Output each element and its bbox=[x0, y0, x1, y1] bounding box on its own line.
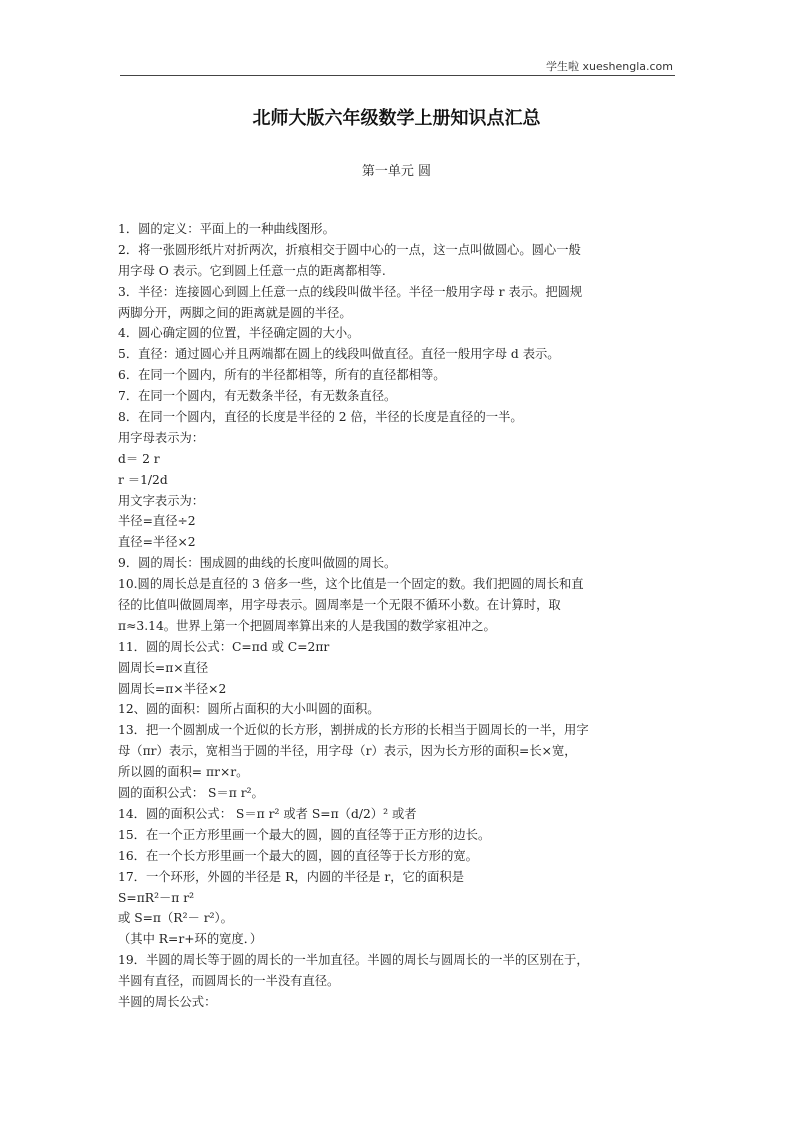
text-line: 14．圆的面积公式： S＝π r² 或者 S=π（d/2）² 或者 bbox=[118, 806, 417, 821]
text-line: 圆的面积公式： S＝π r²。 bbox=[118, 786, 264, 801]
text-line: 5．直径：通过圆心并且两端都在圆上的线段叫做直径。直径一般用字母 d 表示。 bbox=[118, 347, 560, 362]
text-line: 用字母表示为： bbox=[118, 430, 205, 445]
text-line: 3．半径：连接圆心到圆上任意一点的线段叫做半径。半径一般用字母 r 表示。把圆规 bbox=[118, 284, 583, 299]
text-line: 15．在一个正方形里画一个最大的圆，圆的直径等于正方形的边长。 bbox=[118, 827, 491, 842]
text-line: 16．在一个长方形里画一个最大的圆，圆的直径等于长方形的宽。 bbox=[118, 848, 478, 863]
text-line: 2．将一张圆形纸片对折两次，折痕相交于圆中心的一点，这一点叫做圆心。圆心一般 bbox=[118, 242, 581, 257]
text-line: 直径=半径×2 bbox=[118, 535, 196, 550]
text-line: 17．一个环形，外圆的半径是 R，内圆的半径是 r，它的面积是 bbox=[118, 869, 465, 884]
text-line: 径的比值叫做圆周率，用字母表示。圆周率是一个无限不循环小数。在计算时，取 bbox=[118, 598, 561, 613]
text-line: 用字母 O 表示。它到圆上任意一点的距离都相等. bbox=[118, 263, 386, 278]
text-line: 半圆有直径，而圆周长的一半没有直径。 bbox=[118, 974, 340, 989]
text-line: r ＝1/2d bbox=[118, 472, 168, 487]
header-brand: 学生啦 xueshengla.com bbox=[546, 60, 673, 73]
text-line: 12、圆的面积：圆所占面积的大小叫圆的面积。 bbox=[118, 702, 380, 717]
text-line: 4．圆心确定圆的位置，半径确定圆的大小。 bbox=[118, 326, 360, 341]
text-line: π≈3.14。世界上第一个把圆周率算出来的人是我国的数学家祖冲之。 bbox=[118, 618, 496, 633]
text-line: 两脚分开，两脚之间的距离就是圆的半径。 bbox=[118, 305, 352, 320]
text-line: S=πR²－π r² bbox=[118, 890, 195, 905]
text-line: 7．在同一个圆内，有无数条半径，有无数条直径。 bbox=[118, 389, 397, 404]
text-line: 或 S=π（R²－ r²）。 bbox=[118, 911, 233, 926]
text-line: 10.圆的周长总是直径的 3 倍多一些，这个比值是一个固定的数。我们把圆的周长和直 bbox=[118, 577, 584, 592]
text-line: 1．圆的定义：平面上的一种曲线图形。 bbox=[118, 222, 335, 236]
text-line: 6．在同一个圆内，所有的半径都相等，所有的直径都相等。 bbox=[118, 368, 446, 383]
text-line: 13．把一个圆割成一个近似的长方形，割拼成的长方形的长相当于圆周长的一半，用字 bbox=[118, 723, 589, 738]
section-title: 第一单元 圆 bbox=[361, 164, 432, 179]
document-title: 北师大版六年级数学上册知识点汇总 bbox=[252, 108, 541, 129]
text-line: 9．圆的周长：围成圆的曲线的长度叫做圆的周长。 bbox=[118, 556, 397, 571]
header-divider bbox=[120, 75, 675, 76]
text-line: 所以圆的面积= πr×r。 bbox=[118, 765, 249, 780]
text-line: 半圆的周长公式： bbox=[118, 994, 217, 1009]
text-line: 用文字表示为： bbox=[118, 493, 205, 508]
text-line: 母（πr）表示，宽相当于圆的半径，用字母（r）表示，因为长方形的面积=长×宽， bbox=[118, 744, 577, 759]
text-line: 8．在同一个圆内，直径的长度是半径的 2 倍，半径的长度是直径的一半。 bbox=[118, 410, 523, 425]
text-line: 圆周长=π×直径 bbox=[118, 660, 209, 675]
text-line: 19．半圆的周长等于圆的周长的一半加直径。半圆的周长与圆周长的一半的区别在于， bbox=[118, 953, 589, 968]
text-line: 11．圆的周长公式：C=πd 或 C=2πr bbox=[118, 639, 330, 654]
text-line: （其中 R=r+环的宽度．） bbox=[118, 932, 263, 947]
document-body bbox=[118, 219, 678, 1013]
text-line: 半径=直径÷2 bbox=[118, 514, 196, 529]
text-line: d＝ 2 r bbox=[118, 451, 160, 466]
text-line: 圆周长=π×半径×2 bbox=[118, 681, 227, 696]
